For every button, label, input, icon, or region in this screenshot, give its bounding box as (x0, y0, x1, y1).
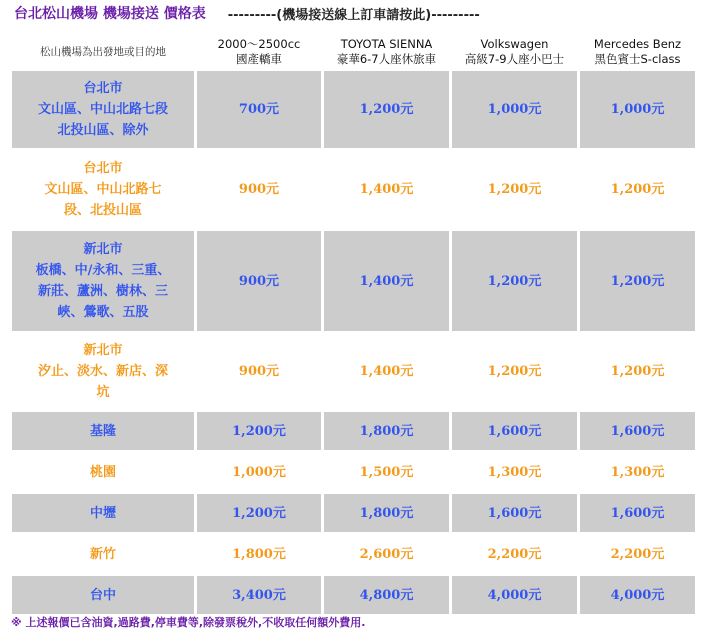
column-header-mercedes-benz (580, 36, 695, 68)
origin-line: 新北市 (83, 242, 123, 257)
origin-line: 板橋、中/永和、三重、 (35, 263, 171, 278)
origin-line: 台北市 (83, 161, 123, 176)
table-row (12, 71, 695, 148)
price-cell: 2,200元 (580, 535, 695, 573)
table-row (12, 231, 695, 331)
price-cell: 1,400元 (324, 151, 449, 228)
origin-cell (12, 334, 194, 409)
origin-cell: 新竹 (12, 535, 194, 573)
price-cell: 1,400元 (324, 231, 449, 331)
origin-line: 汐止、淡水、新店、深 (37, 364, 168, 379)
price-cell: 1,600元 (580, 412, 695, 450)
price-cell: 1,400元 (324, 334, 449, 409)
price-cell: 3,400元 (197, 576, 321, 614)
price-cell: 1,000元 (197, 453, 321, 491)
table-row (12, 453, 695, 491)
price-cell: 1,200元 (197, 494, 321, 532)
price-cell: 1,300元 (452, 453, 577, 491)
price-cell: 900元 (197, 334, 321, 409)
price-cell: 1,200元 (580, 334, 695, 409)
price-cell: 1,200元 (452, 231, 577, 331)
price-cell: 1,600元 (452, 412, 577, 450)
online-booking-link[interactable]: ---------(機場接送線上訂車請按此)--------- (227, 7, 480, 23)
price-cell: 1,200元 (324, 71, 449, 148)
column-header-origin-line1: 松山機場為出發地或目的地 (40, 45, 166, 58)
price-cell: 1,500元 (324, 453, 449, 491)
price-cell: 1,200元 (197, 412, 321, 450)
origin-line: 北投山區、除外 (57, 123, 149, 138)
origin-cell: 中壢 (12, 494, 194, 532)
price-cell: 4,800元 (324, 576, 449, 614)
column-header-line2: 黑色賓士S-class (594, 52, 681, 66)
table-header-row (12, 36, 695, 68)
price-cell: 1,300元 (580, 453, 695, 491)
pricing-footnote: ※ 上述報價已含油資,過路費,停車費等,除發票稅外,不收取任何額外費用. (11, 616, 366, 629)
table-row (12, 151, 695, 228)
origin-cell: 桃園 (12, 453, 194, 491)
price-cell: 900元 (197, 231, 321, 331)
page-header (14, 3, 480, 23)
page-title: 台北松山機場 機場接送 價格表 (14, 6, 206, 22)
price-cell: 1,800元 (197, 535, 321, 573)
column-header-line1: TOYOTA SIENNA (340, 37, 433, 51)
table-row (12, 576, 695, 614)
origin-line: 新莊、蘆洲、樹林、三 (37, 284, 168, 299)
column-header-domestic-sedan (197, 36, 321, 68)
price-cell: 1,600元 (452, 494, 577, 532)
price-cell: 1,200元 (452, 151, 577, 228)
origin-cell (12, 71, 194, 148)
price-cell: 1,200元 (580, 151, 695, 228)
table-row (12, 494, 695, 532)
price-cell: 1,200元 (580, 231, 695, 331)
column-header-line1: Volkswagen (480, 37, 549, 51)
column-header-volkswagen (452, 36, 577, 68)
price-cell: 1,000元 (452, 71, 577, 148)
table-row (12, 412, 695, 450)
origin-line: 新北市 (83, 343, 123, 358)
price-cell: 1,600元 (580, 494, 695, 532)
column-header-line2: 國產轎車 (236, 52, 282, 66)
price-cell: 2,200元 (452, 535, 577, 573)
column-header-origin (12, 36, 194, 68)
price-cell: 1,200元 (452, 334, 577, 409)
price-cell: 4,000元 (452, 576, 577, 614)
table-row (12, 535, 695, 573)
price-cell: 1,800元 (324, 494, 449, 532)
price-cell: 700元 (197, 71, 321, 148)
origin-cell (12, 231, 194, 331)
column-header-line1: Mercedes Benz (593, 37, 682, 51)
origin-cell (12, 151, 194, 228)
price-cell: 1,000元 (580, 71, 695, 148)
column-header-line2: 高級7-9人座小巴士 (464, 52, 565, 66)
column-header-toyota-sienna (324, 36, 449, 68)
column-header-line2: 豪華6-7人座休旅車 (336, 52, 437, 66)
origin-line: 坑 (96, 385, 110, 400)
origin-line: 文山區、中山北路七 (44, 182, 162, 197)
price-table (9, 33, 698, 617)
price-cell: 1,800元 (324, 412, 449, 450)
price-cell: 4,000元 (580, 576, 695, 614)
table-row (12, 334, 695, 409)
origin-line: 台北市 (83, 81, 123, 96)
price-cell: 2,600元 (324, 535, 449, 573)
column-header-line1: 2000～2500cc (217, 37, 301, 51)
origin-line: 文山區、中山北路七段 (37, 102, 168, 117)
origin-cell: 台中 (12, 576, 194, 614)
price-cell: 900元 (197, 151, 321, 228)
origin-cell: 基隆 (12, 412, 194, 450)
origin-line: 段、北投山區 (63, 203, 142, 218)
origin-line: 峽、鶯歌、五股 (57, 305, 149, 320)
